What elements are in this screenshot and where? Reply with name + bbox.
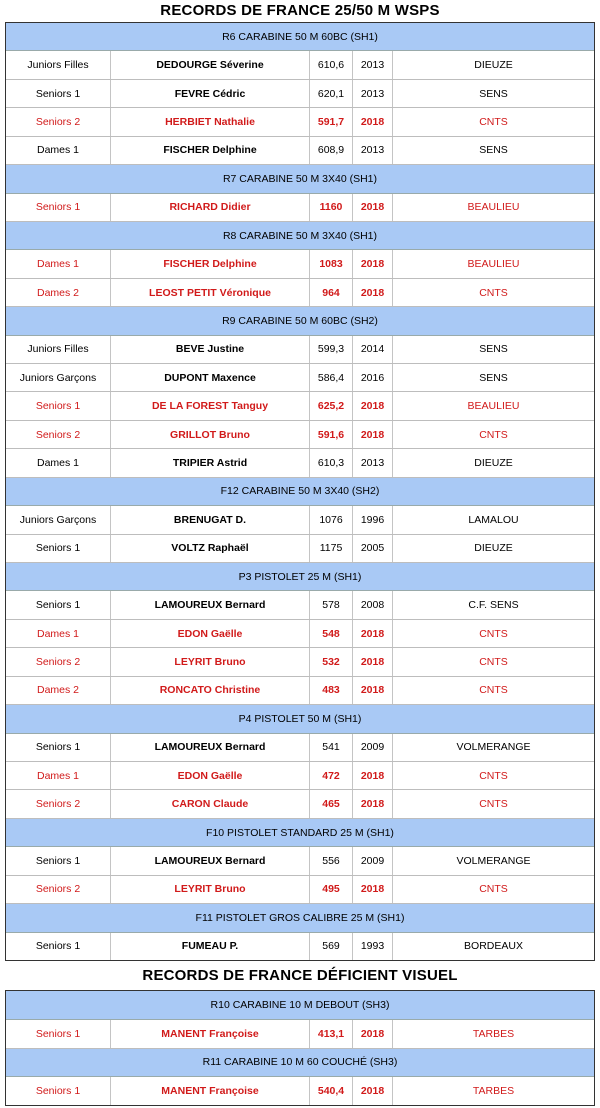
record-score: 591,7 [310, 108, 353, 135]
record-category: Seniors 2 [6, 421, 111, 448]
record-row [6, 279, 594, 307]
record-score: 541 [310, 734, 353, 761]
record-row [6, 80, 594, 108]
record-club: SENS [479, 371, 508, 384]
record-holder-name: BEVE Justine [111, 336, 310, 363]
record-club: VOLMERANGE [456, 741, 531, 754]
record-holder-name: FUMEAU P. [111, 933, 310, 960]
section-header: F10 PISTOLET STANDARD 25 M (SH1) [6, 819, 594, 847]
record-club: DIEUZE [474, 457, 513, 470]
section-header: R9 CARABINE 50 M 60BC (SH2) [6, 307, 594, 335]
record-category: Dames 2 [6, 279, 111, 306]
record-row [6, 1020, 594, 1049]
record-category: Seniors 1 [6, 933, 111, 960]
record-holder-name: MANENT Françoise [111, 1077, 310, 1105]
record-holder-name: DUPONT Maxence [111, 364, 310, 391]
record-year: 2009 [353, 734, 393, 761]
record-row [6, 449, 594, 477]
record-holder-name: EDON Gaëlle [111, 620, 310, 647]
record-row [6, 1077, 594, 1105]
record-club: CNTS [479, 655, 508, 668]
record-score: 586,4 [310, 364, 353, 391]
record-year: 2018 [353, 1020, 393, 1048]
record-club: BORDEAUX [464, 940, 523, 953]
record-holder-name: RONCATO Christine [111, 677, 310, 704]
record-score: 599,3 [310, 336, 353, 363]
visuel-title: RECORDS DE FRANCE DÉFICIENT VISUEL [142, 967, 458, 984]
record-category: Seniors 1 [6, 194, 111, 221]
record-row [6, 250, 594, 278]
record-row [6, 194, 594, 222]
record-row [6, 762, 594, 790]
record-row [6, 876, 594, 904]
record-score: 610,6 [310, 51, 353, 78]
wsps-records-table [5, 22, 595, 961]
record-score: 620,1 [310, 80, 353, 107]
record-category: Dames 1 [6, 449, 111, 476]
record-category: Juniors Garçons [6, 506, 111, 533]
record-category: Seniors 1 [6, 734, 111, 761]
record-year: 2014 [353, 336, 393, 363]
record-category: Dames 1 [6, 762, 111, 789]
record-holder-name: LEOST PETIT Véronique [111, 279, 310, 306]
record-holder-name: FISCHER Delphine [111, 137, 310, 164]
record-score: 532 [310, 648, 353, 675]
record-score: 569 [310, 933, 353, 960]
section-header: F12 CARABINE 50 M 3X40 (SH2) [6, 478, 594, 506]
record-category: Seniors 1 [6, 1077, 111, 1105]
record-score: 556 [310, 847, 353, 874]
record-holder-name: DEDOURGE Séverine [111, 51, 310, 78]
record-club: SENS [479, 87, 508, 100]
record-club: CNTS [479, 428, 508, 441]
record-club: LAMALOU [468, 513, 519, 526]
record-year: 2008 [353, 591, 393, 618]
record-category: Dames 1 [6, 620, 111, 647]
record-score: 483 [310, 677, 353, 704]
record-score: 495 [310, 876, 353, 903]
record-row [6, 421, 594, 449]
record-club: SENS [479, 144, 508, 157]
record-category: Dames 1 [6, 250, 111, 277]
record-holder-name: LAMOUREUX Bernard [111, 847, 310, 874]
record-score: 540,4 [310, 1077, 353, 1105]
record-row [6, 137, 594, 165]
record-score: 1160 [310, 194, 353, 221]
record-club: DIEUZE [474, 59, 513, 72]
record-club: DIEUZE [474, 542, 513, 555]
section-header: R8 CARABINE 50 M 3X40 (SH1) [6, 222, 594, 250]
record-club: CNTS [479, 115, 508, 128]
section-header: P4 PISTOLET 50 M (SH1) [6, 705, 594, 733]
record-category: Juniors Filles [6, 51, 111, 78]
record-score: 964 [310, 279, 353, 306]
record-year: 2018 [353, 762, 393, 789]
record-score: 591,6 [310, 421, 353, 448]
record-holder-name: FISCHER Delphine [111, 250, 310, 277]
record-category: Seniors 2 [6, 876, 111, 903]
record-club: SENS [479, 343, 508, 356]
record-score: 578 [310, 591, 353, 618]
record-row [6, 648, 594, 676]
record-holder-name: CARON Claude [111, 790, 310, 817]
record-row [6, 933, 594, 960]
record-club: BEAULIEU [467, 258, 520, 271]
record-year: 2013 [353, 80, 393, 107]
record-year: 2018 [353, 876, 393, 903]
record-year: 2018 [353, 1077, 393, 1105]
record-club: CNTS [479, 627, 508, 640]
record-year: 2013 [353, 51, 393, 78]
record-holder-name: LEYRIT Bruno [111, 648, 310, 675]
record-holder-name: HERBIET Nathalie [111, 108, 310, 135]
record-holder-name: VOLTZ Raphaël [111, 535, 310, 562]
record-category: Seniors 1 [6, 591, 111, 618]
record-row [6, 51, 594, 79]
visuel-records-table [5, 990, 595, 1106]
record-category: Juniors Filles [6, 336, 111, 363]
record-row [6, 847, 594, 875]
record-holder-name: GRILLOT Bruno [111, 421, 310, 448]
record-year: 2018 [353, 279, 393, 306]
record-club: CNTS [479, 798, 508, 811]
record-row [6, 591, 594, 619]
record-year: 2018 [353, 108, 393, 135]
record-row [6, 677, 594, 705]
record-year: 2018 [353, 620, 393, 647]
record-club: CNTS [479, 684, 508, 697]
record-club: CNTS [479, 286, 508, 299]
record-year: 2018 [353, 790, 393, 817]
record-year: 2013 [353, 137, 393, 164]
section-header: R7 CARABINE 50 M 3X40 (SH1) [6, 165, 594, 193]
record-club: CNTS [479, 883, 508, 896]
record-holder-name: BRENUGAT D. [111, 506, 310, 533]
record-year: 1996 [353, 506, 393, 533]
record-category: Seniors 1 [6, 392, 111, 419]
record-row [6, 506, 594, 534]
record-score: 413,1 [310, 1020, 353, 1048]
record-category: Seniors 2 [6, 790, 111, 817]
record-club: CNTS [479, 769, 508, 782]
record-holder-name: LEYRIT Bruno [111, 876, 310, 903]
record-score: 610,3 [310, 449, 353, 476]
section-header: F11 PISTOLET GROS CALIBRE 25 M (SH1) [6, 904, 594, 932]
record-category: Seniors 1 [6, 535, 111, 562]
record-club: C.F. SENS [468, 599, 519, 612]
page-title: RECORDS DE FRANCE 25/50 M WSPS [160, 2, 440, 19]
record-category: Seniors 2 [6, 108, 111, 135]
record-year: 1993 [353, 933, 393, 960]
section-header: P3 PISTOLET 25 M (SH1) [6, 563, 594, 591]
record-category: Seniors 1 [6, 1020, 111, 1048]
record-year: 2018 [353, 421, 393, 448]
record-score: 548 [310, 620, 353, 647]
record-score: 608,9 [310, 137, 353, 164]
record-row [6, 790, 594, 818]
record-score: 465 [310, 790, 353, 817]
record-club: BEAULIEU [467, 400, 520, 413]
record-score: 1076 [310, 506, 353, 533]
section-header: R6 CARABINE 50 M 60BC (SH1) [6, 23, 594, 51]
record-holder-name: MANENT Françoise [111, 1020, 310, 1048]
record-category: Seniors 1 [6, 80, 111, 107]
record-row [6, 392, 594, 420]
record-holder-name: DE LA FOREST Tanguy [111, 392, 310, 419]
record-club: TARBES [472, 1027, 515, 1040]
record-year: 2018 [353, 194, 393, 221]
record-year: 2018 [353, 648, 393, 675]
section-header: R11 CARABINE 10 M 60 COUCHÉ (SH3) [6, 1049, 594, 1078]
record-category: Seniors 1 [6, 847, 111, 874]
record-holder-name: RICHARD Didier [111, 194, 310, 221]
record-year: 2016 [353, 364, 393, 391]
record-row [6, 336, 594, 364]
record-year: 2005 [353, 535, 393, 562]
record-score: 625,2 [310, 392, 353, 419]
record-row [6, 620, 594, 648]
section-header: R10 CARABINE 10 M DEBOUT (SH3) [6, 991, 594, 1020]
record-holder-name: LAMOUREUX Bernard [111, 591, 310, 618]
record-score: 472 [310, 762, 353, 789]
record-holder-name: EDON Gaëlle [111, 762, 310, 789]
record-row [6, 734, 594, 762]
record-category: Seniors 2 [6, 648, 111, 675]
record-row [6, 108, 594, 136]
record-year: 2018 [353, 392, 393, 419]
record-year: 2018 [353, 677, 393, 704]
record-club: BEAULIEU [467, 201, 520, 214]
record-score: 1175 [310, 535, 353, 562]
record-category: Dames 2 [6, 677, 111, 704]
record-row [6, 364, 594, 392]
record-year: 2009 [353, 847, 393, 874]
record-score: 1083 [310, 250, 353, 277]
record-row [6, 535, 594, 563]
record-category: Dames 1 [6, 137, 111, 164]
record-holder-name: FEVRE Cédric [111, 80, 310, 107]
record-holder-name: LAMOUREUX Bernard [111, 734, 310, 761]
record-year: 2013 [353, 449, 393, 476]
record-club: TARBES [472, 1085, 515, 1098]
record-category: Juniors Garçons [6, 364, 111, 391]
record-holder-name: TRIPIER Astrid [111, 449, 310, 476]
record-year: 2018 [353, 250, 393, 277]
record-club: VOLMERANGE [456, 854, 531, 867]
